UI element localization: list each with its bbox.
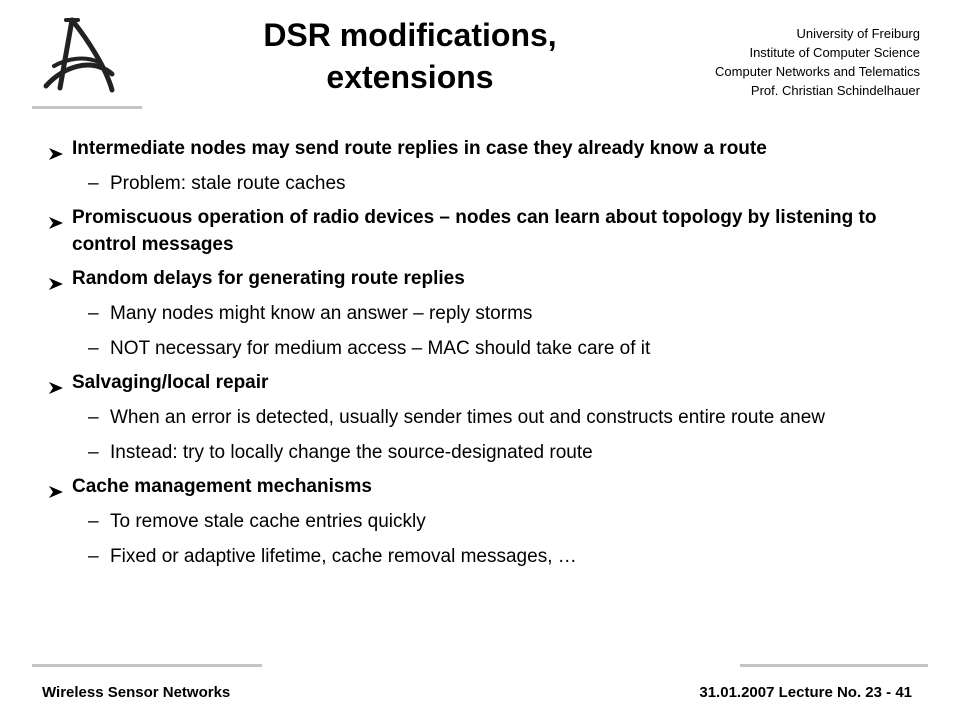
arrowhead-bullet-icon: [48, 376, 64, 390]
affiliation-line: Prof. Christian Schindelhauer: [750, 83, 920, 98]
sub-bullet-item: [48, 508, 908, 535]
dash-marker: –: [88, 338, 99, 359]
affiliation-block: [715, 24, 920, 100]
affiliation-line: University of Freiburg: [796, 26, 920, 41]
bullet-text: Promiscuous operation of radio devices – nodes can learn about topology by listening to control messages: [72, 207, 877, 255]
bullet-text: Instead: try to locally change the source-designated route: [110, 442, 593, 463]
arrowhead-bullet-icon: [48, 480, 64, 494]
dash-marker: –: [88, 546, 99, 567]
bullet-text: Salvaging/local repair: [72, 372, 269, 393]
bullet-item: [48, 135, 908, 162]
sub-bullet-item: [48, 543, 908, 570]
dash-marker: –: [88, 407, 99, 428]
bullet-item: [48, 265, 908, 292]
sub-bullet-item: [48, 335, 908, 362]
bullet-text: When an error is detected, usually sender times out and constructs entire route anew: [110, 407, 825, 428]
title-line-1: DSR modifications,: [263, 17, 557, 53]
dash-marker: –: [88, 511, 99, 532]
arrowhead-bullet-icon: [48, 272, 64, 286]
sub-bullet-item: [48, 404, 908, 431]
bullet-text: To remove stale cache entries quickly: [110, 511, 426, 532]
arrowhead-bullet-icon: [48, 142, 64, 156]
footer-divider-right: [740, 664, 928, 667]
footer-lecture-info: 31.01.2007 Lecture No. 23 - 41: [699, 684, 912, 701]
bullet-text: NOT necessary for medium access – MAC should take care of it: [110, 338, 651, 359]
bullet-text: Cache management mechanisms: [72, 476, 372, 497]
bullet-text: Random delays for generating route replies: [72, 268, 465, 289]
slide-content: [48, 128, 908, 570]
bullet-text: Problem: stale route caches: [110, 173, 346, 194]
bullet-text: Many nodes might know an answer – reply storms: [110, 303, 533, 324]
bullet-item: [48, 369, 908, 396]
slide-title: [200, 14, 620, 98]
footer-course-title: Wireless Sensor Networks: [42, 684, 231, 701]
sub-bullet-item: [48, 439, 908, 466]
affiliation-line: Institute of Computer Science: [749, 45, 920, 60]
title-line-2: extensions: [326, 59, 494, 95]
bullet-text: Fixed or adaptive lifetime, cache removal messages, …: [110, 546, 577, 567]
dash-marker: –: [88, 303, 99, 324]
footer-divider-left: [32, 664, 262, 667]
dash-marker: –: [88, 442, 99, 463]
affiliation-line: Computer Networks and Telematics: [715, 64, 920, 79]
sub-bullet-item: [48, 300, 908, 327]
arrowhead-bullet-icon: [48, 211, 64, 225]
bullet-item: [48, 204, 908, 258]
bullet-text: Intermediate nodes may send route replies in case they already know a route: [72, 138, 767, 159]
bullet-item: [48, 473, 908, 500]
sub-bullet-item: [48, 170, 908, 197]
logo-divider: [32, 106, 142, 109]
dash-marker: –: [88, 173, 99, 194]
university-logo-icon: [32, 10, 142, 110]
